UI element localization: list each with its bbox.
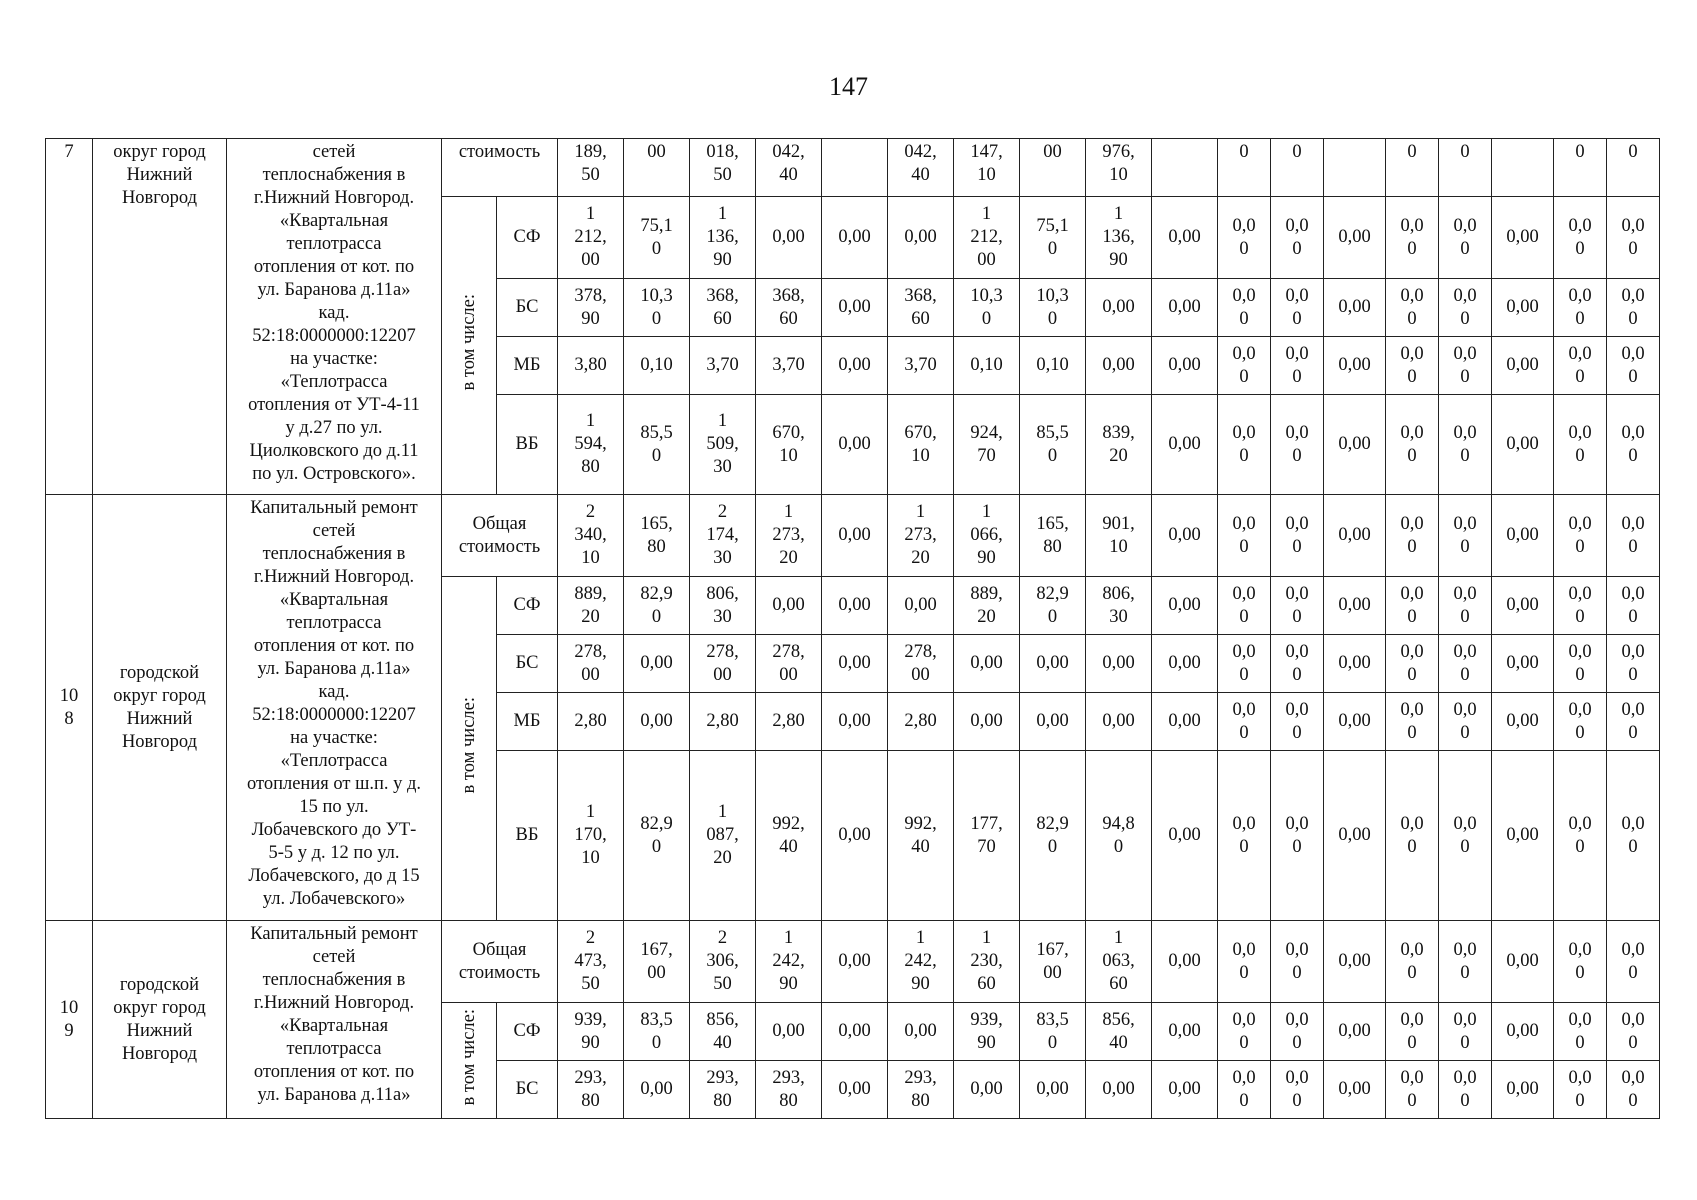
value-cell: 1 230, 60 <box>954 921 1020 1003</box>
value-cell: 0,0 0 <box>1607 577 1660 635</box>
value-cell: 0,0 0 <box>1554 279 1607 337</box>
value-cell: 0,00 <box>888 577 954 635</box>
value-cell: 82,9 0 <box>1020 577 1086 635</box>
value-cell: 0,00 <box>1152 395 1218 495</box>
value-cell: 177, 70 <box>954 751 1020 921</box>
project-cell: сетей теплоснабжения в г.Нижний Новгород. «Квартальная теплотрасса отопления от кот. по ул. Баранова д.11а» кад. 52:18:0000000:12207 на участке: «Теплотрасса отопления от УТ-4-11 у д.27 по ул. Циолковского до д.11 по ул. Островского». <box>227 139 442 495</box>
value-cell: 3,70 <box>690 337 756 395</box>
value-cell: 85,5 0 <box>624 395 690 495</box>
value-cell: 0,00 <box>756 1003 822 1061</box>
value-cell: 042, 40 <box>756 139 822 197</box>
row-number-cell: 10 9 <box>46 921 93 1119</box>
value-cell: 0,0 0 <box>1218 279 1271 337</box>
value-cell: 0,00 <box>1324 495 1386 577</box>
value-cell: 0,00 <box>1492 577 1554 635</box>
value-cell: 0,00 <box>1086 279 1152 337</box>
value-cell: 0,0 0 <box>1607 197 1660 279</box>
value-cell: 83,5 0 <box>624 1003 690 1061</box>
value-cell: 0,00 <box>822 577 888 635</box>
value-cell: 0,0 0 <box>1218 751 1271 921</box>
value-cell: 992, 40 <box>888 751 954 921</box>
value-cell: 1 212, 00 <box>954 197 1020 279</box>
including-label: в том числе: <box>459 1008 479 1106</box>
value-cell: 901, 10 <box>1086 495 1152 577</box>
value-cell: 0 <box>1439 139 1492 197</box>
value-cell: 0,0 0 <box>1607 693 1660 751</box>
value-cell: 0 <box>1271 139 1324 197</box>
value-cell: 0,00 <box>1492 395 1554 495</box>
value-cell: 0,0 0 <box>1218 495 1271 577</box>
value-cell: 2,80 <box>756 693 822 751</box>
value-cell: 0,0 0 <box>1218 337 1271 395</box>
value-cell: 0,0 0 <box>1218 635 1271 693</box>
value-cell: 0,00 <box>1152 635 1218 693</box>
value-cell: 0,00 <box>1492 495 1554 577</box>
value-cell: 2 473, 50 <box>558 921 624 1003</box>
value-cell: 0,00 <box>1324 577 1386 635</box>
value-cell: 0,0 0 <box>1386 395 1439 495</box>
value-cell: 992, 40 <box>756 751 822 921</box>
municipality-cell: округ город Нижний Новгород <box>93 139 227 495</box>
value-cell: 167, 00 <box>1020 921 1086 1003</box>
value-cell: 0,0 0 <box>1554 197 1607 279</box>
value-cell: 0,00 <box>822 197 888 279</box>
value-cell: 0,00 <box>756 577 822 635</box>
value-cell: 0,00 <box>822 921 888 1003</box>
value-cell <box>1152 139 1218 197</box>
value-cell: 856, 40 <box>690 1003 756 1061</box>
value-cell: 1 273, 20 <box>888 495 954 577</box>
value-cell: 0,00 <box>822 1003 888 1061</box>
value-cell: 0 <box>1218 139 1271 197</box>
funding-source-label: ВБ <box>497 395 558 495</box>
value-cell: 1 063, 60 <box>1086 921 1152 1003</box>
value-cell: 1 212, 00 <box>558 197 624 279</box>
value-cell: 0,00 <box>1324 693 1386 751</box>
value-cell: 0,00 <box>1152 693 1218 751</box>
value-cell: 939, 90 <box>558 1003 624 1061</box>
value-cell: 806, 30 <box>1086 577 1152 635</box>
value-cell: 018, 50 <box>690 139 756 197</box>
value-cell: 0,0 0 <box>1554 395 1607 495</box>
value-cell: 0,0 0 <box>1386 635 1439 693</box>
value-cell: 0,00 <box>1086 1061 1152 1119</box>
value-cell: 0,00 <box>822 1061 888 1119</box>
value-cell: 0,0 0 <box>1607 1061 1660 1119</box>
value-cell: 0,0 0 <box>1439 921 1492 1003</box>
value-cell: 0,00 <box>1324 197 1386 279</box>
value-cell: 0,0 0 <box>1386 1061 1439 1119</box>
value-cell: 0,00 <box>1020 635 1086 693</box>
value-cell: 85,5 0 <box>1020 395 1086 495</box>
value-cell: 0,0 0 <box>1386 577 1439 635</box>
value-cell: 0,00 <box>1020 693 1086 751</box>
value-cell: 0,10 <box>1020 337 1086 395</box>
value-cell: 0,0 0 <box>1607 1003 1660 1061</box>
value-cell: 0,0 0 <box>1218 197 1271 279</box>
value-cell: 2,80 <box>888 693 954 751</box>
table-row <box>46 921 1660 1003</box>
value-cell: 0,0 0 <box>1218 1003 1271 1061</box>
value-cell: 0 <box>1386 139 1439 197</box>
value-cell: 368, 60 <box>690 279 756 337</box>
value-cell: 0,00 <box>1086 693 1152 751</box>
row-number-cell: 10 8 <box>46 495 93 921</box>
value-cell: 165, 80 <box>624 495 690 577</box>
value-cell: 00 <box>624 139 690 197</box>
value-cell: 0,0 0 <box>1271 395 1324 495</box>
value-cell: 0,0 0 <box>1271 751 1324 921</box>
value-cell: 0 <box>1554 139 1607 197</box>
table-row <box>46 495 1660 577</box>
value-cell: 0,0 0 <box>1554 635 1607 693</box>
value-cell: 0,00 <box>1492 1061 1554 1119</box>
value-cell: 939, 90 <box>954 1003 1020 1061</box>
value-cell: 0,00 <box>1492 921 1554 1003</box>
value-cell: 82,9 0 <box>1020 751 1086 921</box>
value-cell: 806, 30 <box>690 577 756 635</box>
value-cell: 0,00 <box>1152 279 1218 337</box>
value-cell: 0,0 0 <box>1554 693 1607 751</box>
value-cell: 293, 80 <box>558 1061 624 1119</box>
value-cell: 0,00 <box>1492 337 1554 395</box>
value-cell: 0,0 0 <box>1554 1061 1607 1119</box>
value-cell: 165, 80 <box>1020 495 1086 577</box>
value-cell: 0,00 <box>1086 337 1152 395</box>
value-cell: 0,0 0 <box>1218 1061 1271 1119</box>
value-cell: 1 594, 80 <box>558 395 624 495</box>
value-cell: 670, 10 <box>888 395 954 495</box>
value-cell: 0,0 0 <box>1386 1003 1439 1061</box>
value-cell: 0,0 0 <box>1271 635 1324 693</box>
value-cell: 0,00 <box>888 1003 954 1061</box>
value-cell: 0,00 <box>822 279 888 337</box>
value-cell: 0,00 <box>822 635 888 693</box>
funding-source-label: МБ <box>497 337 558 395</box>
value-cell: 0,0 0 <box>1218 693 1271 751</box>
value-cell: 0,0 0 <box>1607 635 1660 693</box>
value-cell: 293, 80 <box>756 1061 822 1119</box>
including-label-cell <box>442 577 497 921</box>
value-cell: 0,0 0 <box>1554 1003 1607 1061</box>
value-cell: 293, 80 <box>690 1061 756 1119</box>
value-cell: 0,0 0 <box>1386 921 1439 1003</box>
value-cell: 0,0 0 <box>1607 495 1660 577</box>
value-cell: 0,00 <box>1152 337 1218 395</box>
value-cell: 293, 80 <box>888 1061 954 1119</box>
value-cell: 0,00 <box>1324 1061 1386 1119</box>
value-cell: 0,00 <box>1152 751 1218 921</box>
funding-source-label: МБ <box>497 693 558 751</box>
value-cell: 0,00 <box>954 1061 1020 1119</box>
value-cell: 278, 00 <box>558 635 624 693</box>
value-cell: 0,0 0 <box>1439 577 1492 635</box>
funding-source-label: БС <box>497 279 558 337</box>
value-cell: 0,00 <box>1086 635 1152 693</box>
value-cell: 0 <box>1607 139 1660 197</box>
value-cell: 0,0 0 <box>1218 577 1271 635</box>
value-cell: 0,0 0 <box>1607 279 1660 337</box>
value-cell: 0,0 0 <box>1386 693 1439 751</box>
value-cell: 1 242, 90 <box>888 921 954 1003</box>
value-cell: 0,00 <box>1492 751 1554 921</box>
value-cell: 0,0 0 <box>1271 921 1324 1003</box>
value-cell: 042, 40 <box>888 139 954 197</box>
value-cell: 278, 00 <box>690 635 756 693</box>
value-cell: 924, 70 <box>954 395 1020 495</box>
value-cell: 0,0 0 <box>1607 395 1660 495</box>
value-cell: 839, 20 <box>1086 395 1152 495</box>
including-label: в том числе: <box>459 293 479 391</box>
value-cell: 670, 10 <box>756 395 822 495</box>
value-cell: 0,0 0 <box>1439 693 1492 751</box>
total-cost-label: Общая стоимость <box>442 495 558 577</box>
value-cell: 0,00 <box>1324 635 1386 693</box>
total-cost-label: стоимость <box>442 139 558 197</box>
value-cell: 0,0 0 <box>1271 1061 1324 1119</box>
value-cell <box>1492 139 1554 197</box>
value-cell: 378, 90 <box>558 279 624 337</box>
value-cell: 0,0 0 <box>1439 1003 1492 1061</box>
value-cell: 0,00 <box>822 495 888 577</box>
value-cell: 0,0 0 <box>1439 751 1492 921</box>
value-cell: 0,0 0 <box>1439 495 1492 577</box>
value-cell: 0,0 0 <box>1439 1061 1492 1119</box>
value-cell: 147, 10 <box>954 139 1020 197</box>
value-cell: 0,00 <box>1324 337 1386 395</box>
value-cell: 976, 10 <box>1086 139 1152 197</box>
value-cell: 0,00 <box>954 635 1020 693</box>
value-cell: 0,0 0 <box>1554 337 1607 395</box>
value-cell: 0,00 <box>954 693 1020 751</box>
funding-source-label: ВБ <box>497 751 558 921</box>
value-cell: 0,0 0 <box>1386 495 1439 577</box>
funding-source-label: СФ <box>497 197 558 279</box>
value-cell: 0,0 0 <box>1271 337 1324 395</box>
value-cell: 1 136, 90 <box>690 197 756 279</box>
value-cell: 278, 00 <box>888 635 954 693</box>
value-cell: 167, 00 <box>624 921 690 1003</box>
value-cell: 368, 60 <box>756 279 822 337</box>
value-cell <box>822 139 888 197</box>
value-cell: 0,00 <box>1020 1061 1086 1119</box>
value-cell: 0,0 0 <box>1439 279 1492 337</box>
value-cell: 0,0 0 <box>1439 395 1492 495</box>
value-cell: 0,00 <box>1152 577 1218 635</box>
value-cell: 856, 40 <box>1086 1003 1152 1061</box>
value-cell: 0,0 0 <box>1271 1003 1324 1061</box>
value-cell: 0,00 <box>822 337 888 395</box>
value-cell: 0,00 <box>1492 1003 1554 1061</box>
value-cell: 2 306, 50 <box>690 921 756 1003</box>
value-cell: 2 174, 30 <box>690 495 756 577</box>
project-cell: Капитальный ремонт сетей теплоснабжения в г.Нижний Новгород. «Квартальная теплотрасса отопления от кот. по ул. Баранова д.11а» кад. 52:18:0000000:12207 на участке: «Теплотрасса отопления от ш.п. у д. 15 по ул. Лобачевского до УТ- 5-5 у д. 12 по ул. Лобачевского, до д 15 ул. Лобачевского» <box>227 495 442 921</box>
row-number-cell: 7 <box>46 139 93 495</box>
municipality-cell: городской округ город Нижний Новгород <box>93 495 227 921</box>
value-cell: 0,0 0 <box>1271 495 1324 577</box>
value-cell: 0,00 <box>1152 197 1218 279</box>
value-cell: 75,1 0 <box>624 197 690 279</box>
value-cell: 3,70 <box>888 337 954 395</box>
value-cell: 2,80 <box>690 693 756 751</box>
value-cell: 83,5 0 <box>1020 1003 1086 1061</box>
funding-source-label: БС <box>497 635 558 693</box>
value-cell: 0,0 0 <box>1554 921 1607 1003</box>
value-cell: 0,00 <box>822 395 888 495</box>
value-cell: 889, 20 <box>558 577 624 635</box>
value-cell: 0,00 <box>1492 197 1554 279</box>
value-cell: 0,00 <box>1152 1003 1218 1061</box>
value-cell: 0,0 0 <box>1271 279 1324 337</box>
value-cell: 0,00 <box>822 751 888 921</box>
value-cell: 0,0 0 <box>1218 395 1271 495</box>
value-cell: 0,0 0 <box>1218 921 1271 1003</box>
value-cell: 0,00 <box>1324 395 1386 495</box>
value-cell: 0,0 0 <box>1271 197 1324 279</box>
value-cell: 1 087, 20 <box>690 751 756 921</box>
funding-source-label: СФ <box>497 577 558 635</box>
value-cell: 0,0 0 <box>1554 751 1607 921</box>
value-cell: 00 <box>1020 139 1086 197</box>
funding-source-label: БС <box>497 1061 558 1119</box>
value-cell: 0,00 <box>624 635 690 693</box>
including-label-cell <box>442 1003 497 1119</box>
value-cell: 0,00 <box>888 197 954 279</box>
page-number: 147 <box>829 72 868 101</box>
funding-source-label: СФ <box>497 1003 558 1061</box>
value-cell: 0,00 <box>624 1061 690 1119</box>
value-cell: 0,0 0 <box>1607 921 1660 1003</box>
value-cell: 3,80 <box>558 337 624 395</box>
value-cell: 0,10 <box>954 337 1020 395</box>
including-label: в том числе: <box>459 696 479 794</box>
value-cell: 75,1 0 <box>1020 197 1086 279</box>
value-cell: 0,00 <box>1492 635 1554 693</box>
value-cell: 10,3 0 <box>1020 279 1086 337</box>
value-cell <box>1324 139 1386 197</box>
value-cell: 0,00 <box>1492 279 1554 337</box>
value-cell: 0,0 0 <box>1439 635 1492 693</box>
value-cell: 1 242, 90 <box>756 921 822 1003</box>
including-label-cell <box>442 197 497 495</box>
value-cell: 0,00 <box>1152 1061 1218 1119</box>
value-cell: 0,00 <box>1492 693 1554 751</box>
value-cell: 94,8 0 <box>1086 751 1152 921</box>
municipality-cell: городской округ город Нижний Новгород <box>93 921 227 1119</box>
value-cell: 0,0 0 <box>1607 751 1660 921</box>
value-cell: 0,0 0 <box>1439 197 1492 279</box>
value-cell: 189, 50 <box>558 139 624 197</box>
value-cell: 82,9 0 <box>624 751 690 921</box>
value-cell: 278, 00 <box>756 635 822 693</box>
value-cell: 889, 20 <box>954 577 1020 635</box>
total-cost-label: Общая стоимость <box>442 921 558 1003</box>
value-cell: 0,00 <box>1324 921 1386 1003</box>
value-cell: 0,0 0 <box>1386 337 1439 395</box>
value-cell: 0,00 <box>1324 751 1386 921</box>
value-cell: 0,00 <box>1324 1003 1386 1061</box>
value-cell: 0,0 0 <box>1607 337 1660 395</box>
value-cell: 0,0 0 <box>1554 577 1607 635</box>
value-cell: 0,0 0 <box>1386 751 1439 921</box>
value-cell: 2 340, 10 <box>558 495 624 577</box>
value-cell: 1 066, 90 <box>954 495 1020 577</box>
value-cell: 1 273, 20 <box>756 495 822 577</box>
project-cell: Капитальный ремонт сетей теплоснабжения в г.Нижний Новгород. «Квартальная теплотрасса отопления от кот. по ул. Баранова д.11а» <box>227 921 442 1119</box>
value-cell: 1 170, 10 <box>558 751 624 921</box>
value-cell: 1 136, 90 <box>1086 197 1152 279</box>
value-cell: 0,00 <box>1324 279 1386 337</box>
value-cell: 2,80 <box>558 693 624 751</box>
value-cell: 0,00 <box>822 693 888 751</box>
value-cell: 1 509, 30 <box>690 395 756 495</box>
value-cell: 0,00 <box>624 693 690 751</box>
table-row <box>46 139 1660 197</box>
value-cell: 0,00 <box>1152 495 1218 577</box>
value-cell: 3,70 <box>756 337 822 395</box>
value-cell: 0,0 0 <box>1271 693 1324 751</box>
value-cell: 0,00 <box>756 197 822 279</box>
value-cell: 10,3 0 <box>624 279 690 337</box>
value-cell: 0,10 <box>624 337 690 395</box>
value-cell: 0,0 0 <box>1439 337 1492 395</box>
value-cell: 0,0 0 <box>1386 279 1439 337</box>
value-cell: 82,9 0 <box>624 577 690 635</box>
value-cell: 10,3 0 <box>954 279 1020 337</box>
value-cell: 0,00 <box>1152 921 1218 1003</box>
value-cell: 368, 60 <box>888 279 954 337</box>
value-cell: 0,0 0 <box>1386 197 1439 279</box>
value-cell: 0,0 0 <box>1554 495 1607 577</box>
budget-table <box>45 138 1660 1119</box>
value-cell: 0,0 0 <box>1271 577 1324 635</box>
